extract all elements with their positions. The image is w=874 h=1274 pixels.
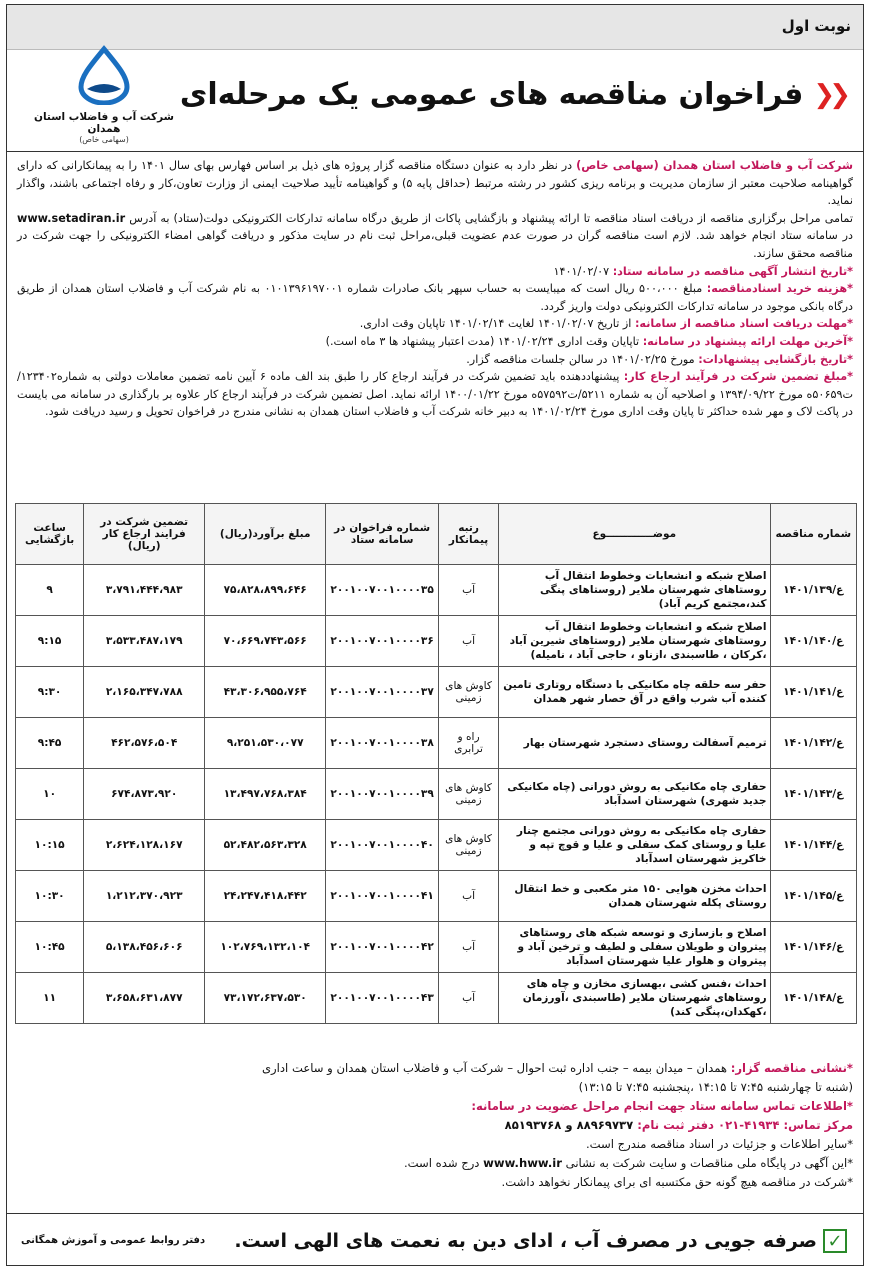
address-line (17, 1059, 853, 1078)
tender-number-cell: ع/۱۴۰۱/۱۴۰ (770, 616, 856, 667)
procedure-text-a: تمامی مراحل برگزاری مناقصه از دریافت اسناد مناقصه تا ارائه پیشنهاد و بازگشایی پاکات از طریق درگاه سامانه تدارکات الکترونیکی دولت(ستاد) به آدرس (125, 211, 853, 225)
subject-cell: احداث ،فنس کشی ،بهسازی مخازن و چاه های روستاهای شهرستان ملایر (طاسبندی ،آورزمان ،کهکدان،پنگی کند) (499, 973, 771, 1024)
grade-cell: کاوش های زمینی (439, 820, 499, 871)
subject-cell: ترمیم آسفالت روستای دستجرد شهرستان بهار (499, 718, 771, 769)
contact-center: مرکز تماس: ۴۱۹۳۴-۰۲۱ دفتر ثبت نام: (637, 1118, 853, 1132)
setadiran-link[interactable]: www.setadiran.ir (17, 211, 126, 225)
guarantee-cell: ۴۶۲،۵۷۶،۵۰۴ (84, 718, 205, 769)
notice-frame (6, 4, 864, 1266)
opening-time-cell: ۹:۳۰ (16, 667, 84, 718)
opening-time-cell: ۱۰ (16, 769, 84, 820)
guarantee-cell: ۶۷۴،۸۷۳،۹۲۰ (84, 769, 205, 820)
hww-link[interactable]: www.hww.ir (483, 1156, 562, 1170)
bottom-divider (7, 1213, 863, 1214)
table-row (16, 718, 857, 769)
site-text-b: درج شده است. (403, 1156, 484, 1170)
info-label: *مهلت دریافت اسناد مناقصه از سامانه: (634, 317, 853, 331)
tender-number-cell: ع/۱۴۰۱/۱۴۲ (770, 718, 856, 769)
rights-line: *شرکت در مناقصه هیچ گونه حق مکتسبه ای برای پیمانکار نخواهد داشت. (501, 1175, 853, 1189)
call-number-cell: ۲۰۰۱۰۰۷۰۰۱۰۰۰۰۳۹ (326, 769, 439, 820)
grade-cell: آب (439, 922, 499, 973)
guarantee-cell: ۲،۱۶۵،۳۴۷،۷۸۸ (84, 667, 205, 718)
grade-cell: کاوش های زمینی (439, 667, 499, 718)
divider (7, 151, 863, 152)
info-text: مورخ ۱۴۰۱/۰۲/۲۵ در سالن جلسات مناقصه گزار. (466, 352, 699, 366)
subject-cell: حفر سه حلقه چاه مکانیکی با دستگاه روتاری تامین کننده آب شرب واقع در آق حصار شهر همدان (499, 667, 771, 718)
company-logo (19, 45, 189, 145)
guarantee-cell: ۳،۶۵۸،۶۳۱،۸۷۷ (84, 973, 205, 1024)
estimate-cell: ۴۳،۳۰۶،۹۵۵،۷۶۴ (205, 667, 326, 718)
table-body (16, 565, 857, 1024)
call-number-cell: ۲۰۰۱۰۰۷۰۰۱۰۰۰۰۴۳ (326, 973, 439, 1024)
site-text-a: *این آگهی در پایگاه ملی مناقصات و سایت شرکت به نشانی (561, 1156, 853, 1170)
info-label: *آخرین مهلت ارائه پیشنهاد در سامانه: (642, 334, 853, 348)
subject-cell: اصلاح شبکه و انشعابات وخطوط انتقال آب روستاهای شهرستان ملایر (روستاهای پنگی کند،مجتمع کریم آباد) (499, 565, 771, 616)
contact-line (17, 1116, 853, 1135)
company-name: شرکت آب و فاضلاب استان همدان (سهامی خاص) (576, 159, 853, 172)
call-number-cell: ۲۰۰۱۰۰۷۰۰۱۰۰۰۰۳۷ (326, 667, 439, 718)
address-label: *نشانی مناقصه گزار: (730, 1061, 853, 1075)
checkmark-icon: ✓ (823, 1229, 847, 1253)
opening-time-cell: ۱۱ (16, 973, 84, 1024)
table-row (16, 616, 857, 667)
info-text: ۱۴۰۱/۰۲/۰۷ (553, 264, 613, 278)
footer-info (17, 1059, 853, 1192)
info-item (17, 263, 853, 281)
info-label: *تاریخ انتشار آگهی مناقصه در سامانه ستاد: (612, 264, 853, 278)
col-call-number: شماره فراخوان در سامانه ستاد (326, 504, 439, 565)
contact-numbers: ۸۸۹۶۹۷۳۷ و ۸۵۱۹۳۷۶۸ (504, 1118, 638, 1132)
grade-cell: راه و ترابری (439, 718, 499, 769)
opening-time-cell: ۹:۱۵ (16, 616, 84, 667)
col-opening-time: ساعت بازگشایی (16, 504, 84, 565)
opening-time-cell: ۱۰:۴۵ (16, 922, 84, 973)
col-subject: موضـــــــــــــوع (499, 504, 771, 565)
procedure-paragraph (17, 210, 853, 263)
table-row (16, 973, 857, 1024)
tenders-table (15, 503, 857, 1024)
estimate-cell: ۷۵،۸۲۸،۸۹۹،۶۴۶ (205, 565, 326, 616)
call-number-cell: ۲۰۰۱۰۰۷۰۰۱۰۰۰۰۳۶ (326, 616, 439, 667)
info-item (17, 280, 853, 315)
guarantee-cell: ۳،۵۳۳،۴۸۷،۱۷۹ (84, 616, 205, 667)
call-number-cell: ۲۰۰۱۰۰۷۰۰۱۰۰۰۰۳۵ (326, 565, 439, 616)
info-item (17, 333, 853, 351)
top-bar (7, 5, 863, 50)
estimate-cell: ۷۰،۶۶۹،۷۴۳،۵۶۶ (205, 616, 326, 667)
grade-cell: آب (439, 973, 499, 1024)
col-guarantee: تضمین شرکت در فرایند ارجاع کار (ریال) (84, 504, 205, 565)
logo-company-type: (سهامی خاص) (79, 135, 129, 144)
call-number-cell: ۲۰۰۱۰۰۷۰۰۱۰۰۰۰۳۸ (326, 718, 439, 769)
hours-line: (شنبه تا چهارشنبه ۷:۴۵ تا ۱۴:۱۵ ،پنجشنبه ۷:۴۵ تا ۱۳:۱۵) (578, 1080, 853, 1094)
tender-number-cell: ع/۱۴۰۱/۱۴۴ (770, 820, 856, 871)
info-text: مبلغ ۵۰۰،۰۰۰ ریال است که میبایست به حساب سپهر بانک صادرات شماره ۰۱۰۱۳۹۶۱۹۷۰۰۱ به نام شرکت آب و فاضلاب استان همدان از طریق درگاه بانکی موجود در سامانه تدارکات الکترونیکی دولت واریز گردد. (17, 282, 853, 313)
info-item (17, 351, 853, 369)
grade-cell: آب (439, 871, 499, 922)
call-number-cell: ۲۰۰۱۰۰۷۰۰۱۰۰۰۰۴۰ (326, 820, 439, 871)
subject-cell: اصلاح و بازسازی و توسعه شبکه های روستاهای پیتروان و طویلان سفلی و لطیف و ترخین آباد و پیتروان و هلوار علیا شهرستان اسدآباد (499, 922, 771, 973)
grade-cell: آب (439, 616, 499, 667)
estimate-cell: ۲۴،۲۴۷،۴۱۸،۴۴۲ (205, 871, 326, 922)
table-row (16, 667, 857, 718)
estimate-cell: ۹،۲۵۱،۵۳۰،۰۷۷ (205, 718, 326, 769)
estimate-cell: ۱۰۲،۷۶۹،۱۳۲،۱۰۴ (205, 922, 326, 973)
col-grade: رتبه پیمانکار (439, 504, 499, 565)
table-row (16, 922, 857, 973)
info-label: *هزینه خرید اسنادمناقصه: (706, 282, 853, 296)
info-text: تاپایان وقت اداری ۱۴۰۱/۰۲/۲۴ (مدت اعتبار پیشنهاد ها ۳ ماه است.) (325, 334, 643, 348)
table-row (16, 820, 857, 871)
subject-cell: حفاری چاه مکانیکی به روش دورانی مجتمع چنار علیا و روستای کمک سفلی و علیا و قوچ تپه و خاکریز شهرستان اسدآباد (499, 820, 771, 871)
grade-cell: آب (439, 565, 499, 616)
info-text: پیشنهاددهنده باید تضمین شرکت در فرآیند ارجاع کار را طبق بند الف ماده ۶ آیین نامه تضمین معاملات دولتی به شماره۱۲۳۴۰۲/ت۵۰۶۵۹ه مورخ ۱۳۹۴/۰۹/۲۲ و اصلاحیه آن به شماره ۵۲۱۱/ت۵۷۵۹۲ه مورخ ۱۴۰۰/۰۱/۲۲ ارائه نماید. اصل تضمین شرکت در فرآیند ارجاع کار علاوه بر بارگذاری در سامانه می بایست در پاکت لاک و مهر شده حداکثر تا پایان وقت اداری مورخ ۱۴۰۱/۰۲/۲۴ به دبیر خانه شرکت آب و فاضلاب استان همدان به نشانی مندرج در فراخوان تحویل و رسید دریافت شود. (17, 370, 854, 419)
intro-paragraph (17, 157, 853, 210)
opening-time-cell: ۱۰:۱۵ (16, 820, 84, 871)
contact-label: *اطلاعات تماس سامانه ستاد جهت انجام مراحل عضویت در سامانه: (471, 1099, 853, 1113)
opening-time-cell: ۹ (16, 565, 84, 616)
round-label: نوبت اول (781, 17, 851, 35)
grade-cell: کاوش های زمینی (439, 769, 499, 820)
estimate-cell: ۷۳،۱۷۲،۶۳۷،۵۳۰ (205, 973, 326, 1024)
info-label: *مبلغ تضمین شرکت در فرآیند ارجاع کار: (623, 370, 853, 384)
tender-number-cell: ع/۱۴۰۱/۱۴۱ (770, 667, 856, 718)
tender-number-cell: ع/۱۴۰۱/۱۴۳ (770, 769, 856, 820)
table-header-row (16, 504, 857, 565)
opening-time-cell: ۹:۴۵ (16, 718, 84, 769)
slogan-text: صرفه جویی در مصرف آب ، ادای دین به نعمت های الهی است. (234, 1230, 817, 1252)
subject-cell: احداث مخزن هوایی ۱۵۰ متر مکعبی و خط انتقال روستای پکله شهرستان همدان (499, 871, 771, 922)
opening-time-cell: ۱۰:۳۰ (16, 871, 84, 922)
tender-number-cell: ع/۱۴۰۱/۱۴۶ (770, 922, 856, 973)
contact-label-line (17, 1097, 853, 1116)
pr-office-label: دفتر روابط عمومی و آموزش همگانی (21, 1235, 206, 1246)
tender-number-cell: ع/۱۴۰۱/۱۴۵ (770, 871, 856, 922)
guarantee-cell: ۱،۲۱۲،۳۷۰،۹۲۳ (84, 871, 205, 922)
guarantee-cell: ۳،۷۹۱،۴۴۴،۹۸۳ (84, 565, 205, 616)
notice-body (17, 157, 853, 421)
info-text: از تاریخ ۱۴۰۱/۰۲/۰۷ لغایت ۱۴۰۱/۰۲/۱۴ تاپایان وقت اداری. (359, 317, 635, 331)
water-drop-logo-icon (69, 45, 139, 105)
site-line (17, 1154, 853, 1173)
tender-number-cell: ع/۱۴۰۱/۱۴۸ (770, 973, 856, 1024)
table-row (16, 769, 857, 820)
address-text: همدان – میدان بیمه – جنب اداره ثبت احوال – شرکت آب و فاضلاب استان همدان و ساعت اداری (261, 1061, 731, 1075)
title-text: فراخوان مناقصه های عمومی یک مرحله‌ای (179, 77, 804, 112)
col-estimate: مبلغ برآورد(ریال) (205, 504, 326, 565)
info-item (17, 315, 853, 333)
info-item (17, 368, 853, 421)
logo-company-name: شرکت آب و فاضلاب استان همدان (34, 111, 174, 135)
other-info-line: *سایر اطلاعات و جزئیات در اسناد مناقصه مندرج است. (585, 1137, 853, 1151)
intro-text: در نظر دارد به عنوان دستگاه مناقصه گزار پروژه های ذیل بر اساس فهارس بهای سال ۱۴۰۱ را به پیمانکارانی که دارای گواهینامه صلاحیت معتبر از سازمان مدیریت و برنامه ریزی کشور در رشته مرتبط (حداقل پایه ۵) و گواهینامه تأیید صلاحیت ایمنی از وزارت تعاون،کار و رفاه اجتماعی باشند، واگذار نماید. (17, 159, 853, 208)
col-tender-number: شماره مناقصه (770, 504, 856, 565)
chevron-left-icon: ❮❮ (813, 79, 845, 110)
subject-cell: حفاری چاه مکانیکی به روش دورانی (چاه مکانیکی جدید شهری) شهرستان اسدآباد (499, 769, 771, 820)
tender-number-cell: ع/۱۴۰۱/۱۳۹ (770, 565, 856, 616)
subject-cell: اصلاح شبکه و انشعابات وخطوط انتقال آب روستاهای شهرستان ملایر (روستاهای شیرین آباد ،کرکان ، طاسبندی ،ازناو ، حاجی آباد ، نامیله) (499, 616, 771, 667)
table-row (16, 871, 857, 922)
call-number-cell: ۲۰۰۱۰۰۷۰۰۱۰۰۰۰۴۲ (326, 922, 439, 973)
procedure-text-b: در سامانه ستاد انجام خواهد شد. لازم است مناقصه گران در صورت عدم عضویت قبلی،مراحل ثبت نام در سایت مذکور و دریافت گواهی امضاء الکترونیکی را جهت شرکت در مناقصه محقق سازند. (17, 229, 853, 260)
table-row (16, 565, 857, 616)
guarantee-cell: ۵،۱۳۸،۴۵۶،۶۰۶ (84, 922, 205, 973)
estimate-cell: ۵۲،۴۸۲،۵۶۳،۳۲۸ (205, 820, 326, 871)
info-label: *تاریخ بازگشایی پیشنهادات: (698, 352, 853, 366)
call-number-cell: ۲۰۰۱۰۰۷۰۰۱۰۰۰۰۴۱ (326, 871, 439, 922)
page-title (180, 77, 845, 112)
slogan (234, 1229, 847, 1253)
estimate-cell: ۱۳،۴۹۷،۷۶۸،۳۸۴ (205, 769, 326, 820)
guarantee-cell: ۲،۶۲۴،۱۲۸،۱۶۷ (84, 820, 205, 871)
